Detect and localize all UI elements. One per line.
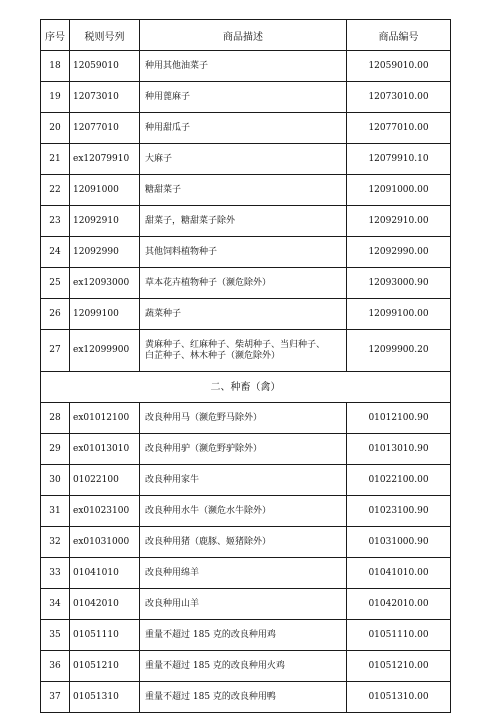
table-row bbox=[41, 175, 451, 206]
table-row bbox=[41, 620, 451, 651]
table-row bbox=[41, 589, 451, 620]
cell-tariff: 01042010 bbox=[70, 589, 140, 620]
table-row bbox=[41, 496, 451, 527]
cell-tariff: 12091000 bbox=[70, 175, 140, 206]
table-row bbox=[41, 403, 451, 434]
header-row bbox=[41, 20, 451, 51]
cell-desc: 甜菜子，糖甜菜子除外 bbox=[140, 206, 347, 237]
cell-goods: 12091000.00 bbox=[347, 175, 451, 206]
cell-desc: 改良种用家牛 bbox=[140, 465, 347, 496]
cell-goods: 12099900.20 bbox=[347, 330, 451, 372]
cell-goods: 01041010.00 bbox=[347, 558, 451, 589]
cell-seq: 36 bbox=[41, 651, 70, 682]
cell-goods: 12079910.10 bbox=[347, 144, 451, 175]
cell-desc: 重量不超过 185 克的改良种用鸡 bbox=[140, 620, 347, 651]
cell-goods: 01013010.90 bbox=[347, 434, 451, 465]
cell-goods: 01051110.00 bbox=[347, 620, 451, 651]
table-row bbox=[41, 82, 451, 113]
table-row bbox=[41, 465, 451, 496]
cell-seq: 30 bbox=[41, 465, 70, 496]
cell-goods: 12077010.00 bbox=[347, 113, 451, 144]
cell-tariff: 12059010 bbox=[70, 51, 140, 82]
cell-goods: 12093000.90 bbox=[347, 268, 451, 299]
cell-goods: 01051210.00 bbox=[347, 651, 451, 682]
cell-goods: 01042010.00 bbox=[347, 589, 451, 620]
cell-seq: 18 bbox=[41, 51, 70, 82]
cell-desc-line2: 白芷种子、林木种子（濒危除外） bbox=[145, 350, 281, 361]
cell-desc: 改良种用绵羊 bbox=[140, 558, 347, 589]
cell-seq: 31 bbox=[41, 496, 70, 527]
table-row bbox=[41, 51, 451, 82]
header-seq: 序号 bbox=[41, 20, 70, 51]
cell-seq: 33 bbox=[41, 558, 70, 589]
cell-desc-line1: 黄麻种子、红麻种子、柴胡种子、当归种子、 bbox=[145, 339, 326, 350]
cell-desc: 重量不超过 185 克的改良种用鸭 bbox=[140, 682, 347, 713]
cell-tariff: 01022100 bbox=[70, 465, 140, 496]
header-goods: 商品编号 bbox=[347, 20, 451, 51]
cell-desc: 改良种用猪（鹿豚、姬猪除外） bbox=[140, 527, 347, 558]
cell-goods: 01022100.00 bbox=[347, 465, 451, 496]
cell-goods: 12059010.00 bbox=[347, 51, 451, 82]
cell-desc: 草本花卉植物种子（濒危除外） bbox=[140, 268, 347, 299]
cell-tariff: 12077010 bbox=[70, 113, 140, 144]
cell-seq: 35 bbox=[41, 620, 70, 651]
cell-seq: 25 bbox=[41, 268, 70, 299]
tariff-table bbox=[40, 19, 451, 713]
cell-seq: 34 bbox=[41, 589, 70, 620]
table-row bbox=[41, 330, 451, 372]
cell-tariff: ex01023100 bbox=[70, 496, 140, 527]
cell-desc: 种用其他油菜子 bbox=[140, 51, 347, 82]
cell-seq: 22 bbox=[41, 175, 70, 206]
cell-desc: 改良种用水牛（濒危水牛除外） bbox=[140, 496, 347, 527]
table-row bbox=[41, 268, 451, 299]
section-row bbox=[41, 372, 451, 403]
table-row bbox=[41, 434, 451, 465]
cell-goods: 12099100.00 bbox=[347, 299, 451, 330]
cell-seq: 23 bbox=[41, 206, 70, 237]
table-row bbox=[41, 682, 451, 713]
cell-desc: 其他饲料植物种子 bbox=[140, 237, 347, 268]
cell-desc: 蔬菜种子 bbox=[140, 299, 347, 330]
cell-goods: 12073010.00 bbox=[347, 82, 451, 113]
cell-tariff: ex12099900 bbox=[70, 330, 140, 372]
cell-tariff: 01051210 bbox=[70, 651, 140, 682]
cell-desc: 重量不超过 185 克的改良种用火鸡 bbox=[140, 651, 347, 682]
table-row bbox=[41, 527, 451, 558]
cell-desc: 改良种用驴（濒危野驴除外） bbox=[140, 434, 347, 465]
table-row bbox=[41, 144, 451, 175]
cell-seq: 19 bbox=[41, 82, 70, 113]
table-row bbox=[41, 113, 451, 144]
cell-goods: 01012100.90 bbox=[347, 403, 451, 434]
cell-seq: 24 bbox=[41, 237, 70, 268]
header-desc: 商品描述 bbox=[140, 20, 347, 51]
cell-desc: 种用蓖麻子 bbox=[140, 82, 347, 113]
cell-desc: 改良种用马（濒危野马除外） bbox=[140, 403, 347, 434]
cell-desc: 改良种用山羊 bbox=[140, 589, 347, 620]
cell-tariff: 12092990 bbox=[70, 237, 140, 268]
cell-desc: 大麻子 bbox=[140, 144, 347, 175]
table-row bbox=[41, 299, 451, 330]
cell-tariff: 01051110 bbox=[70, 620, 140, 651]
table-row bbox=[41, 237, 451, 268]
cell-tariff: ex01013010 bbox=[70, 434, 140, 465]
cell-tariff: 01041010 bbox=[70, 558, 140, 589]
cell-goods: 01023100.90 bbox=[347, 496, 451, 527]
cell-desc: 种用甜瓜子 bbox=[140, 113, 347, 144]
cell-seq: 21 bbox=[41, 144, 70, 175]
cell-tariff: 12073010 bbox=[70, 82, 140, 113]
cell-seq: 26 bbox=[41, 299, 70, 330]
cell-seq: 28 bbox=[41, 403, 70, 434]
cell-tariff: 12099100 bbox=[70, 299, 140, 330]
cell-tariff: ex12079910 bbox=[70, 144, 140, 175]
cell-goods: 12092910.00 bbox=[347, 206, 451, 237]
cell-seq: 27 bbox=[41, 330, 70, 372]
cell-goods: 01031000.90 bbox=[347, 527, 451, 558]
cell-seq: 29 bbox=[41, 434, 70, 465]
cell-seq: 32 bbox=[41, 527, 70, 558]
cell-tariff: ex12093000 bbox=[70, 268, 140, 299]
cell-desc bbox=[140, 330, 347, 372]
cell-desc: 糖甜菜子 bbox=[140, 175, 347, 206]
tariff-table-container bbox=[40, 19, 450, 713]
table-row bbox=[41, 206, 451, 237]
cell-goods: 01051310.00 bbox=[347, 682, 451, 713]
cell-seq: 20 bbox=[41, 113, 70, 144]
table-row bbox=[41, 558, 451, 589]
cell-goods: 12092990.00 bbox=[347, 237, 451, 268]
cell-tariff: 12092910 bbox=[70, 206, 140, 237]
cell-tariff: 01051310 bbox=[70, 682, 140, 713]
cell-tariff: ex01031000 bbox=[70, 527, 140, 558]
cell-seq: 37 bbox=[41, 682, 70, 713]
header-tariff: 税则号列 bbox=[70, 20, 140, 51]
section-title: 二、种畜（禽） bbox=[41, 372, 451, 403]
table-row bbox=[41, 651, 451, 682]
cell-tariff: ex01012100 bbox=[70, 403, 140, 434]
